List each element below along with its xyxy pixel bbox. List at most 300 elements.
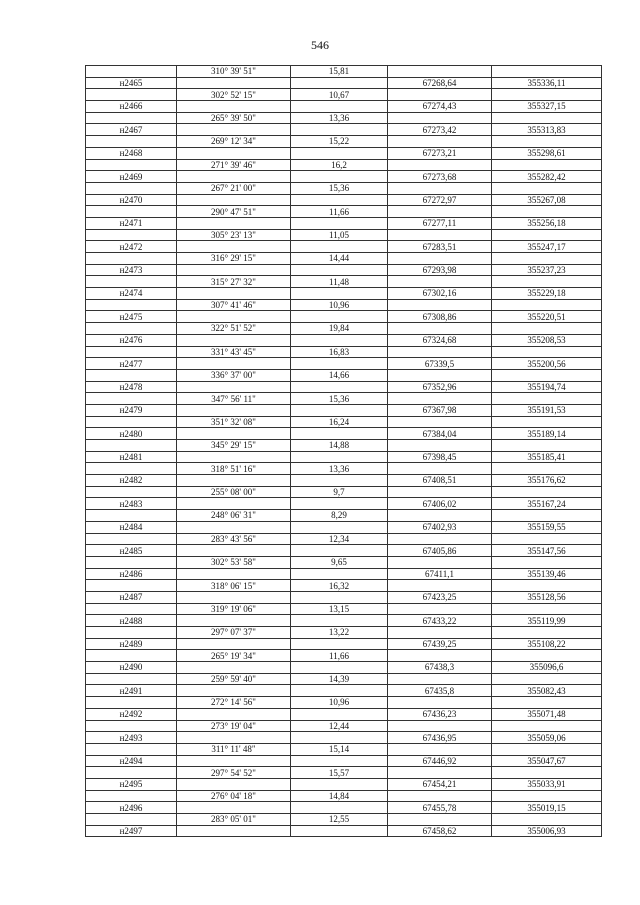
empty-cell [291, 591, 388, 603]
bearing-cell: 265° 19' 34" [177, 650, 291, 662]
empty-cell [388, 814, 492, 826]
empty-cell [388, 323, 492, 335]
empty-cell [492, 697, 602, 709]
point-name-cell: н2497 [86, 825, 177, 837]
y-coordinate-cell: 355237,23 [492, 264, 602, 276]
empty-cell [291, 217, 388, 229]
point-name-cell: н2490 [86, 662, 177, 674]
empty-cell [177, 358, 291, 370]
empty-cell [291, 311, 388, 323]
empty-cell [492, 416, 602, 428]
distance-cell: 16,32 [291, 580, 388, 592]
point-name-cell: н2487 [86, 591, 177, 603]
empty-cell [291, 475, 388, 487]
empty-cell [291, 802, 388, 814]
empty-cell [86, 416, 177, 428]
empty-cell [86, 556, 177, 568]
empty-cell [388, 66, 492, 78]
bearing-cell: 318° 06' 15" [177, 580, 291, 592]
distance-cell: 11,66 [291, 650, 388, 662]
empty-cell [86, 463, 177, 475]
distance-cell: 9,7 [291, 486, 388, 498]
point-name-cell: н2489 [86, 638, 177, 650]
empty-cell [492, 533, 602, 545]
empty-cell [388, 182, 492, 194]
point-name-cell: н2469 [86, 171, 177, 183]
empty-cell [291, 662, 388, 674]
point-name-cell: н2484 [86, 521, 177, 533]
distance-cell: 15,14 [291, 743, 388, 755]
empty-cell [177, 568, 291, 580]
empty-cell [492, 253, 602, 265]
segment-row [86, 790, 602, 802]
segment-row [86, 650, 602, 662]
empty-cell [177, 685, 291, 697]
empty-cell [86, 814, 177, 826]
empty-cell [177, 732, 291, 744]
bearing-cell: 259° 59' 40" [177, 673, 291, 685]
bearing-cell: 283° 05' 01" [177, 814, 291, 826]
bearing-cell: 297° 54' 52" [177, 767, 291, 779]
y-coordinate-cell: 355159,55 [492, 521, 602, 533]
empty-cell [492, 136, 602, 148]
empty-cell [492, 206, 602, 218]
point-name-cell: н2477 [86, 358, 177, 370]
point-name-cell: н2472 [86, 241, 177, 253]
empty-cell [492, 369, 602, 381]
point-row [86, 147, 602, 159]
empty-cell [86, 767, 177, 779]
empty-cell [388, 253, 492, 265]
bearing-cell: 331° 43' 45" [177, 346, 291, 358]
segment-row [86, 416, 602, 428]
empty-cell [492, 299, 602, 311]
empty-cell [177, 334, 291, 346]
point-row [86, 124, 602, 136]
point-name-cell: н2465 [86, 77, 177, 89]
empty-cell [492, 580, 602, 592]
point-row [86, 708, 602, 720]
y-coordinate-cell: 355298,61 [492, 147, 602, 159]
y-coordinate-cell: 355220,51 [492, 311, 602, 323]
distance-cell: 19,84 [291, 323, 388, 335]
empty-cell [177, 755, 291, 767]
segment-row [86, 440, 602, 452]
empty-cell [86, 673, 177, 685]
y-coordinate-cell: 355006,93 [492, 825, 602, 837]
empty-cell [492, 814, 602, 826]
bearing-cell: 345° 29' 15" [177, 440, 291, 452]
point-row [86, 615, 602, 627]
point-row [86, 475, 602, 487]
point-name-cell: н2485 [86, 545, 177, 557]
empty-cell [86, 206, 177, 218]
empty-cell [492, 112, 602, 124]
y-coordinate-cell: 355282,42 [492, 171, 602, 183]
point-name-cell: н2493 [86, 732, 177, 744]
y-coordinate-cell: 355185,41 [492, 451, 602, 463]
x-coordinate-cell: 67272,97 [388, 194, 492, 206]
distance-cell: 14,66 [291, 369, 388, 381]
bearing-cell: 347° 56' 11" [177, 393, 291, 405]
empty-cell [388, 533, 492, 545]
empty-cell [388, 580, 492, 592]
distance-cell: 10,96 [291, 697, 388, 709]
distance-cell: 12,55 [291, 814, 388, 826]
empty-cell [86, 323, 177, 335]
bearing-cell: 248° 06' 31" [177, 510, 291, 522]
empty-cell [291, 428, 388, 440]
empty-cell [177, 217, 291, 229]
segment-row [86, 299, 602, 311]
empty-cell [291, 732, 388, 744]
point-name-cell: н2482 [86, 475, 177, 487]
point-row [86, 521, 602, 533]
empty-cell [388, 369, 492, 381]
distance-cell: 11,66 [291, 206, 388, 218]
empty-cell [177, 778, 291, 790]
empty-cell [388, 299, 492, 311]
empty-cell [177, 147, 291, 159]
empty-cell [291, 77, 388, 89]
distance-cell: 13,36 [291, 112, 388, 124]
bearing-cell: 351° 32' 08" [177, 416, 291, 428]
empty-cell [177, 101, 291, 113]
y-coordinate-cell: 355229,18 [492, 288, 602, 300]
bearing-cell: 283° 43' 56" [177, 533, 291, 545]
x-coordinate-cell: 67352,96 [388, 381, 492, 393]
empty-cell [388, 697, 492, 709]
segment-row [86, 486, 602, 498]
segment-row [86, 673, 602, 685]
empty-cell [492, 89, 602, 101]
empty-cell [177, 428, 291, 440]
empty-cell [86, 510, 177, 522]
empty-cell [492, 323, 602, 335]
point-name-cell: н2466 [86, 101, 177, 113]
segment-row [86, 136, 602, 148]
empty-cell [177, 311, 291, 323]
x-coordinate-cell: 67435,8 [388, 685, 492, 697]
x-coordinate-cell: 67438,3 [388, 662, 492, 674]
x-coordinate-cell: 67411,1 [388, 568, 492, 580]
empty-cell [177, 708, 291, 720]
empty-cell [291, 147, 388, 159]
segment-row [86, 206, 602, 218]
x-coordinate-cell: 67384,04 [388, 428, 492, 440]
empty-cell [492, 790, 602, 802]
empty-cell [291, 171, 388, 183]
y-coordinate-cell: 355108,22 [492, 638, 602, 650]
point-row [86, 194, 602, 206]
point-name-cell: н2476 [86, 334, 177, 346]
point-row [86, 802, 602, 814]
empty-cell [492, 393, 602, 405]
empty-cell [86, 182, 177, 194]
empty-cell [291, 194, 388, 206]
empty-cell [388, 346, 492, 358]
empty-cell [291, 381, 388, 393]
empty-cell [177, 498, 291, 510]
empty-cell [492, 440, 602, 452]
segment-row [86, 510, 602, 522]
distance-cell: 13,15 [291, 603, 388, 615]
y-coordinate-cell: 355176,62 [492, 475, 602, 487]
y-coordinate-cell: 355194,74 [492, 381, 602, 393]
segment-row [86, 814, 602, 826]
distance-cell: 16,24 [291, 416, 388, 428]
distance-cell: 10,67 [291, 89, 388, 101]
point-name-cell: н2467 [86, 124, 177, 136]
empty-cell [86, 393, 177, 405]
empty-cell [177, 381, 291, 393]
point-row [86, 311, 602, 323]
distance-cell: 15,36 [291, 182, 388, 194]
x-coordinate-cell: 67302,16 [388, 288, 492, 300]
point-row [86, 638, 602, 650]
point-row [86, 428, 602, 440]
coordinates-table [85, 65, 602, 837]
empty-cell [291, 498, 388, 510]
empty-cell [388, 159, 492, 171]
y-coordinate-cell: 355082,43 [492, 685, 602, 697]
empty-cell [86, 159, 177, 171]
x-coordinate-cell: 67455,78 [388, 802, 492, 814]
empty-cell [177, 194, 291, 206]
y-coordinate-cell: 355189,14 [492, 428, 602, 440]
x-coordinate-cell: 67439,25 [388, 638, 492, 650]
point-row [86, 217, 602, 229]
empty-cell [388, 767, 492, 779]
segment-row [86, 580, 602, 592]
y-coordinate-cell: 355096,6 [492, 662, 602, 674]
segment-row [86, 697, 602, 709]
segment-row [86, 346, 602, 358]
empty-cell [492, 182, 602, 194]
point-row [86, 241, 602, 253]
empty-cell [388, 627, 492, 639]
bearing-cell: 269° 12' 34" [177, 136, 291, 148]
y-coordinate-cell: 355071,48 [492, 708, 602, 720]
distance-cell: 12,44 [291, 720, 388, 732]
empty-cell [177, 124, 291, 136]
coordinates-table-body [86, 66, 602, 837]
bearing-cell: 273° 19' 04" [177, 720, 291, 732]
empty-cell [177, 802, 291, 814]
x-coordinate-cell: 67293,98 [388, 264, 492, 276]
empty-cell [86, 743, 177, 755]
empty-cell [177, 638, 291, 650]
empty-cell [291, 451, 388, 463]
point-row [86, 264, 602, 276]
bearing-cell: 290° 47' 51" [177, 206, 291, 218]
x-coordinate-cell: 67367,98 [388, 404, 492, 416]
empty-cell [388, 112, 492, 124]
empty-cell [86, 440, 177, 452]
point-row [86, 825, 602, 837]
empty-cell [388, 650, 492, 662]
empty-cell [291, 825, 388, 837]
empty-cell [291, 778, 388, 790]
empty-cell [291, 638, 388, 650]
y-coordinate-cell: 355208,53 [492, 334, 602, 346]
x-coordinate-cell: 67274,43 [388, 101, 492, 113]
distance-cell: 8,29 [291, 510, 388, 522]
point-row [86, 171, 602, 183]
point-name-cell: н2481 [86, 451, 177, 463]
distance-cell: 11,05 [291, 229, 388, 241]
empty-cell [86, 253, 177, 265]
segment-row [86, 369, 602, 381]
empty-cell [86, 486, 177, 498]
y-coordinate-cell: 355267,08 [492, 194, 602, 206]
empty-cell [291, 334, 388, 346]
empty-cell [86, 697, 177, 709]
page-number: 546 [311, 38, 329, 52]
empty-cell [492, 486, 602, 498]
point-row [86, 358, 602, 370]
point-row [86, 545, 602, 557]
y-coordinate-cell: 355247,17 [492, 241, 602, 253]
empty-cell [86, 369, 177, 381]
empty-cell [86, 650, 177, 662]
point-row [86, 498, 602, 510]
y-coordinate-cell: 355167,24 [492, 498, 602, 510]
point-row [86, 778, 602, 790]
empty-cell [492, 276, 602, 288]
point-name-cell: н2496 [86, 802, 177, 814]
empty-cell [177, 662, 291, 674]
point-name-cell: н2474 [86, 288, 177, 300]
bearing-cell: 265° 39' 50" [177, 112, 291, 124]
point-name-cell: н2480 [86, 428, 177, 440]
distance-cell: 15,22 [291, 136, 388, 148]
x-coordinate-cell: 67423,25 [388, 591, 492, 603]
distance-cell: 15,36 [291, 393, 388, 405]
bearing-cell: 255° 08' 00" [177, 486, 291, 498]
point-name-cell: н2471 [86, 217, 177, 229]
point-row [86, 381, 602, 393]
empty-cell [388, 790, 492, 802]
empty-cell [388, 743, 492, 755]
empty-cell [492, 767, 602, 779]
empty-cell [177, 545, 291, 557]
point-name-cell: н2473 [86, 264, 177, 276]
empty-cell [177, 404, 291, 416]
empty-cell [177, 591, 291, 603]
y-coordinate-cell: 355200,56 [492, 358, 602, 370]
distance-cell: 10,96 [291, 299, 388, 311]
segment-row [86, 743, 602, 755]
point-name-cell: н2486 [86, 568, 177, 580]
bearing-cell: 336° 37' 00" [177, 369, 291, 381]
segment-row [86, 112, 602, 124]
x-coordinate-cell: 67446,92 [388, 755, 492, 767]
empty-cell [291, 521, 388, 533]
bearing-cell: 315° 27' 32" [177, 276, 291, 288]
empty-cell [177, 521, 291, 533]
segment-row [86, 463, 602, 475]
empty-cell [86, 627, 177, 639]
segment-row [86, 253, 602, 265]
segment-row [86, 393, 602, 405]
bearing-cell: 276° 04' 18" [177, 790, 291, 802]
empty-cell [388, 720, 492, 732]
bearing-cell: 302° 52' 15" [177, 89, 291, 101]
empty-cell [291, 685, 388, 697]
empty-cell [388, 673, 492, 685]
empty-cell [291, 264, 388, 276]
y-coordinate-cell: 355119,99 [492, 615, 602, 627]
y-coordinate-cell: 355327,15 [492, 101, 602, 113]
y-coordinate-cell: 355047,67 [492, 755, 602, 767]
empty-cell [86, 89, 177, 101]
empty-cell [492, 743, 602, 755]
empty-cell [388, 206, 492, 218]
x-coordinate-cell: 67273,42 [388, 124, 492, 136]
empty-cell [492, 627, 602, 639]
point-name-cell: н2483 [86, 498, 177, 510]
point-row [86, 334, 602, 346]
bearing-cell: 272° 14' 56" [177, 697, 291, 709]
bearing-cell: 322° 51' 52" [177, 323, 291, 335]
x-coordinate-cell: 67339,5 [388, 358, 492, 370]
empty-cell [86, 136, 177, 148]
point-row [86, 732, 602, 744]
empty-cell [388, 463, 492, 475]
segment-row [86, 767, 602, 779]
bearing-cell: 307° 41' 46" [177, 299, 291, 311]
bearing-cell: 267° 21' 00" [177, 182, 291, 194]
point-name-cell: н2491 [86, 685, 177, 697]
empty-cell [388, 486, 492, 498]
distance-cell: 14,44 [291, 253, 388, 265]
empty-cell [86, 790, 177, 802]
empty-cell [86, 276, 177, 288]
empty-cell [492, 159, 602, 171]
empty-cell [291, 288, 388, 300]
empty-cell [177, 264, 291, 276]
x-coordinate-cell: 67398,45 [388, 451, 492, 463]
empty-cell [388, 393, 492, 405]
distance-cell: 14,84 [291, 790, 388, 802]
empty-cell [388, 603, 492, 615]
empty-cell [388, 440, 492, 452]
empty-cell [388, 510, 492, 522]
empty-cell [492, 66, 602, 78]
bearing-cell: 318° 51' 16" [177, 463, 291, 475]
y-coordinate-cell: 355033,91 [492, 778, 602, 790]
point-row [86, 662, 602, 674]
x-coordinate-cell: 67436,23 [388, 708, 492, 720]
empty-cell [291, 124, 388, 136]
empty-cell [291, 101, 388, 113]
bearing-cell: 305° 23' 13" [177, 229, 291, 241]
empty-cell [291, 708, 388, 720]
distance-cell: 13,36 [291, 463, 388, 475]
empty-cell [86, 346, 177, 358]
y-coordinate-cell: 355313,83 [492, 124, 602, 136]
segment-row [86, 89, 602, 101]
segment-row [86, 533, 602, 545]
segment-row [86, 276, 602, 288]
point-name-cell: н2478 [86, 381, 177, 393]
segment-row [86, 603, 602, 615]
empty-cell [388, 89, 492, 101]
point-name-cell: н2479 [86, 404, 177, 416]
x-coordinate-cell: 67433,22 [388, 615, 492, 627]
y-coordinate-cell: 355336,11 [492, 77, 602, 89]
